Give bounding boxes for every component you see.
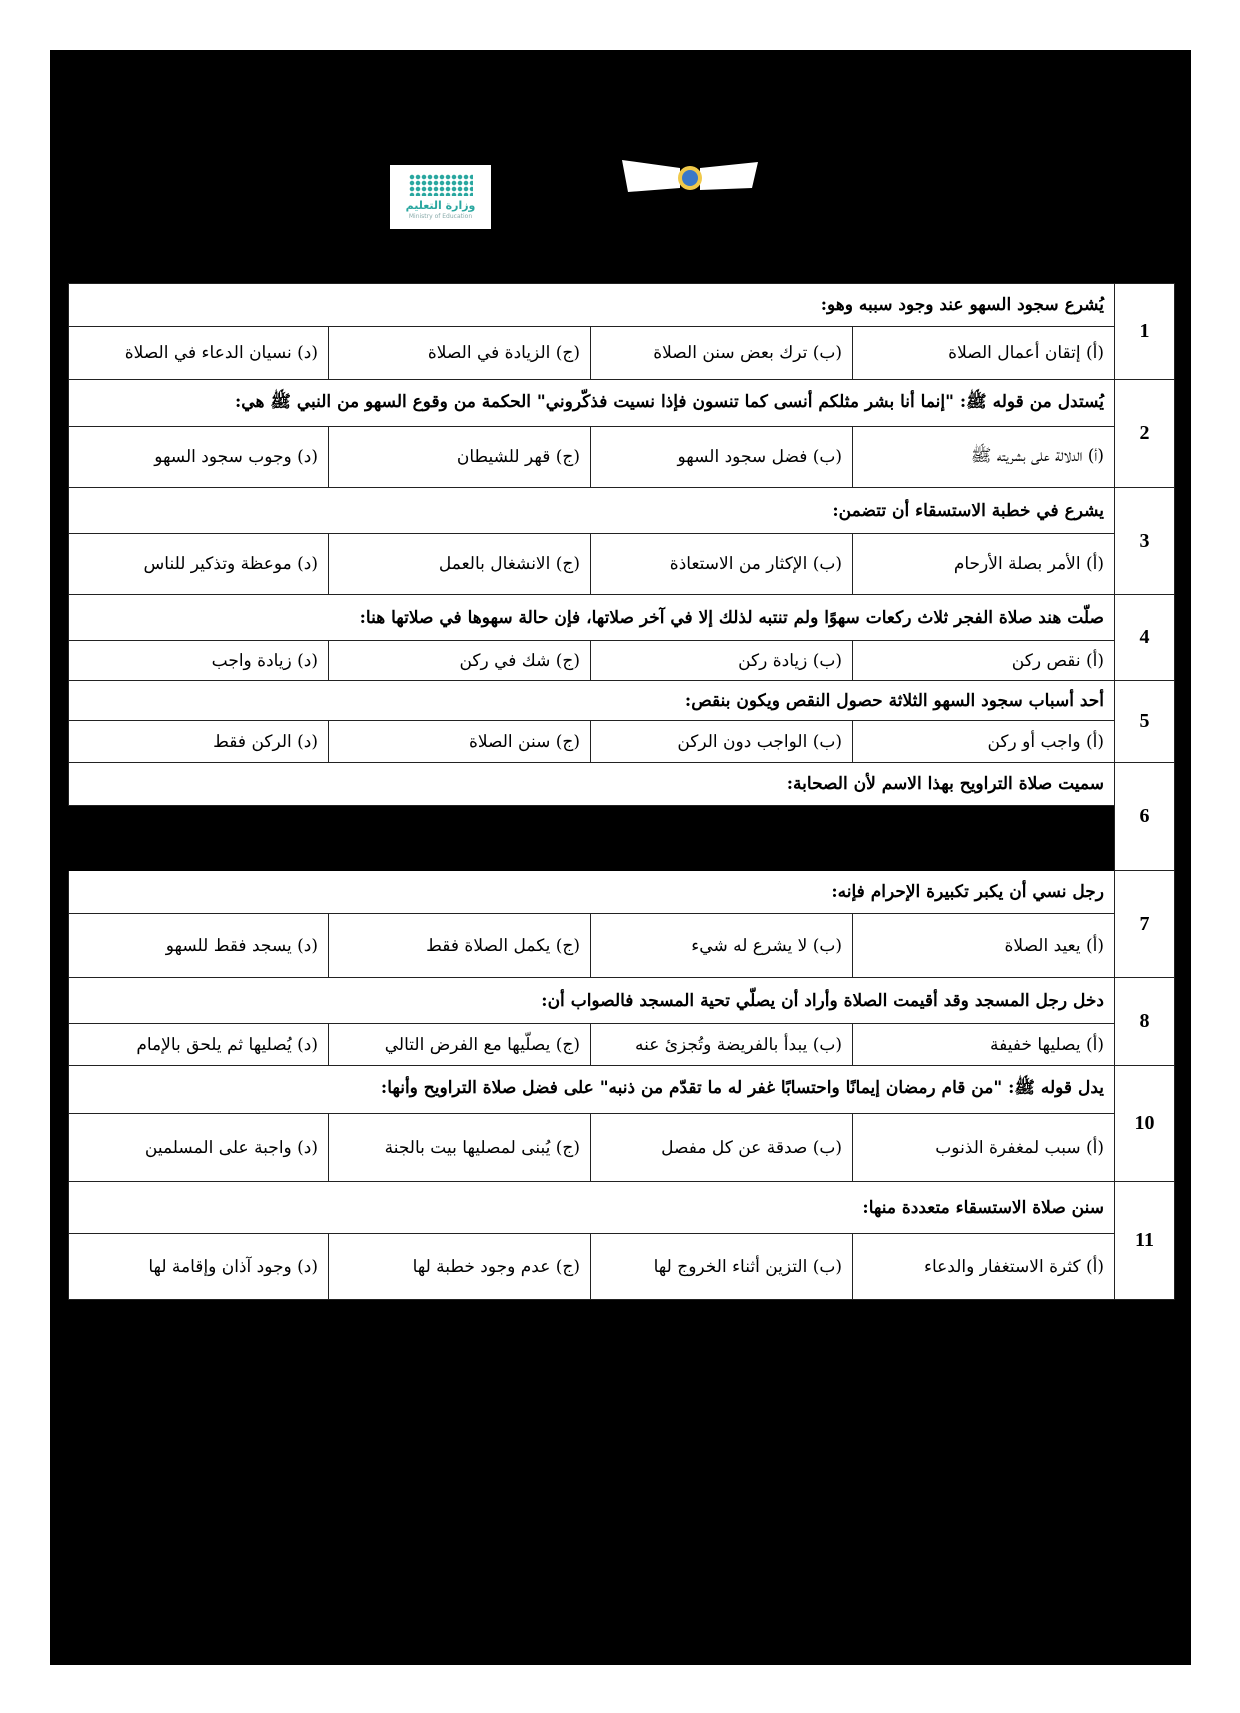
question-row (69, 595, 1175, 641)
option-d: (د) زيادة واجب (69, 641, 329, 681)
option-d: (د) نسيان الدعاء في الصلاة (69, 327, 329, 380)
question-text: يشرع في خطبة الاستسقاء أن تتضمن: (69, 488, 1115, 534)
options-row (69, 1114, 1175, 1182)
question-row (69, 681, 1175, 721)
logo-subtext: Ministry of Education (408, 213, 473, 220)
option-a: (أ) نقص ركن (853, 641, 1115, 681)
option-b: (ب) ترك بعض سنن الصلاة (591, 327, 853, 380)
option-c: (ج) الزيادة في الصلاة (329, 327, 591, 380)
question-row (69, 1066, 1175, 1114)
question-row (69, 871, 1175, 914)
option-d: (د) يسجد فقط للسهو (69, 914, 329, 978)
option-b: (ب) يبدأ بالفريضة وتُجزئ عنه (591, 1024, 853, 1066)
question-row (69, 488, 1175, 534)
option-a: (أ) يعيد الصلاة (853, 914, 1115, 978)
question-row (69, 978, 1175, 1024)
question-number: 11 (1115, 1182, 1175, 1300)
question-number: 3 (1115, 488, 1175, 595)
option-b: (ب) صدقة عن كل مفصل (591, 1114, 853, 1182)
question-text: يُشرع سجود السهو عند وجود سببه وهو: (69, 284, 1115, 327)
option-b: (ب) زيادة ركن (591, 641, 853, 681)
question-number: 2 (1115, 380, 1175, 488)
option-a: (أ) يصليها خفيفة (853, 1024, 1115, 1066)
option-c: (ج) قهر للشيطان (329, 427, 591, 488)
option-b: (ب) الواجب دون الركن (591, 721, 853, 763)
logo-name: وزارة التعليم (405, 199, 476, 212)
option-b: (ب) فضل سجود السهو (591, 427, 853, 488)
question-number: 5 (1115, 681, 1175, 763)
options-row (69, 1024, 1175, 1066)
option-d: (د) يُصليها ثم يلحق بالإمام (69, 1024, 329, 1066)
question-number: 1 (1115, 284, 1175, 380)
option-a: (أ) الأمر بصلة الأرحام (853, 534, 1115, 595)
blank-answer-area (69, 806, 1115, 871)
option-d: (د) وجوب سجود السهو (69, 427, 329, 488)
option-c: (ج) عدم وجود خطبة لها (329, 1234, 591, 1300)
question-number: 4 (1115, 595, 1175, 681)
option-c: (ج) الانشغال بالعمل (329, 534, 591, 595)
option-a: (أ) إتقان أعمال الصلاة (853, 327, 1115, 380)
option-d: (د) موعظة وتذكير للناس (69, 534, 329, 595)
option-d: (د) واجبة على المسلمين (69, 1114, 329, 1182)
options-row (69, 534, 1175, 595)
options-row (69, 914, 1175, 978)
option-a: (أ) كثرة الاستغفار والدعاء (853, 1234, 1115, 1300)
options-row (69, 327, 1175, 380)
question-number: 8 (1115, 978, 1175, 1066)
question-text: سميت صلاة التراويح بهذا الاسم لأن الصحابة: (69, 763, 1115, 806)
question-row (69, 284, 1175, 327)
option-d: (د) الركن فقط (69, 721, 329, 763)
options-row (69, 721, 1175, 763)
question-text: أحد أسباب سجود السهو الثلاثة حصول النقص ويكون بنقص: (69, 681, 1115, 721)
logo-dots-icon (409, 174, 473, 196)
option-c: (ج) يكمل الصلاة فقط (329, 914, 591, 978)
option-b: (ب) التزين أثناء الخروج لها (591, 1234, 853, 1300)
option-a: (أ) سبب لمغفرة الذنوب (853, 1114, 1115, 1182)
question-text: رجل نسي أن يكبر تكبيرة الإحرام فإنه: (69, 871, 1115, 914)
emblem-logo-icon (620, 158, 760, 198)
option-c: (ج) يُبنى لمصليها بيت بالجنة (329, 1114, 591, 1182)
answer-gap-row (69, 806, 1175, 871)
question-number: 10 (1115, 1066, 1175, 1182)
option-c: (ج) سنن الصلاة (329, 721, 591, 763)
question-text: يُستدل من قوله ﷺ: "إنما أنا بشر مثلكم أنسى كما تنسون فإذا نسيت فذكّروني" الحكمة من وقوع السهو من النبي ﷺ هي: (69, 380, 1115, 427)
questions-table (68, 283, 1175, 1300)
option-c: (ج) شك في ركن (329, 641, 591, 681)
option-d: (د) وجود آذان وإقامة لها (69, 1234, 329, 1300)
option-b: (ب) الإكثار من الاستعاذة (591, 534, 853, 595)
question-text: صلّت هند صلاة الفجر ثلاث ركعات سهوًا ولم تنتبه لذلك إلا في آخر صلاتها، فإن حالة سهوها في صلاتها هنا: (69, 595, 1115, 641)
options-row (69, 427, 1175, 488)
option-c: (ج) يصلّيها مع الفرض التالي (329, 1024, 591, 1066)
question-row (69, 380, 1175, 427)
option-a: (أ) الدلالة على بشريته ﷺ (853, 427, 1115, 488)
question-row (69, 1182, 1175, 1234)
question-number: 7 (1115, 871, 1175, 978)
ministry-of-education-logo (390, 165, 491, 229)
question-text: دخل رجل المسجد وقد أقيمت الصلاة وأراد أن يصلّي تحية المسجد فالصواب أن: (69, 978, 1115, 1024)
option-a: (أ) واجب أو ركن (853, 721, 1115, 763)
question-text: يدل قوله ﷺ: "من قام رمضان إيمانًا واحتسابًا غفر له ما تقدّم من ذنبه" على فضل صلاة التراويح وأنها: (69, 1066, 1115, 1114)
question-number: 6 (1115, 763, 1175, 871)
options-row (69, 641, 1175, 681)
question-text: سنن صلاة الاستسقاء متعددة منها: (69, 1182, 1115, 1234)
question-row (69, 763, 1175, 806)
option-b: (ب) لا يشرع له شيء (591, 914, 853, 978)
options-row (69, 1234, 1175, 1300)
